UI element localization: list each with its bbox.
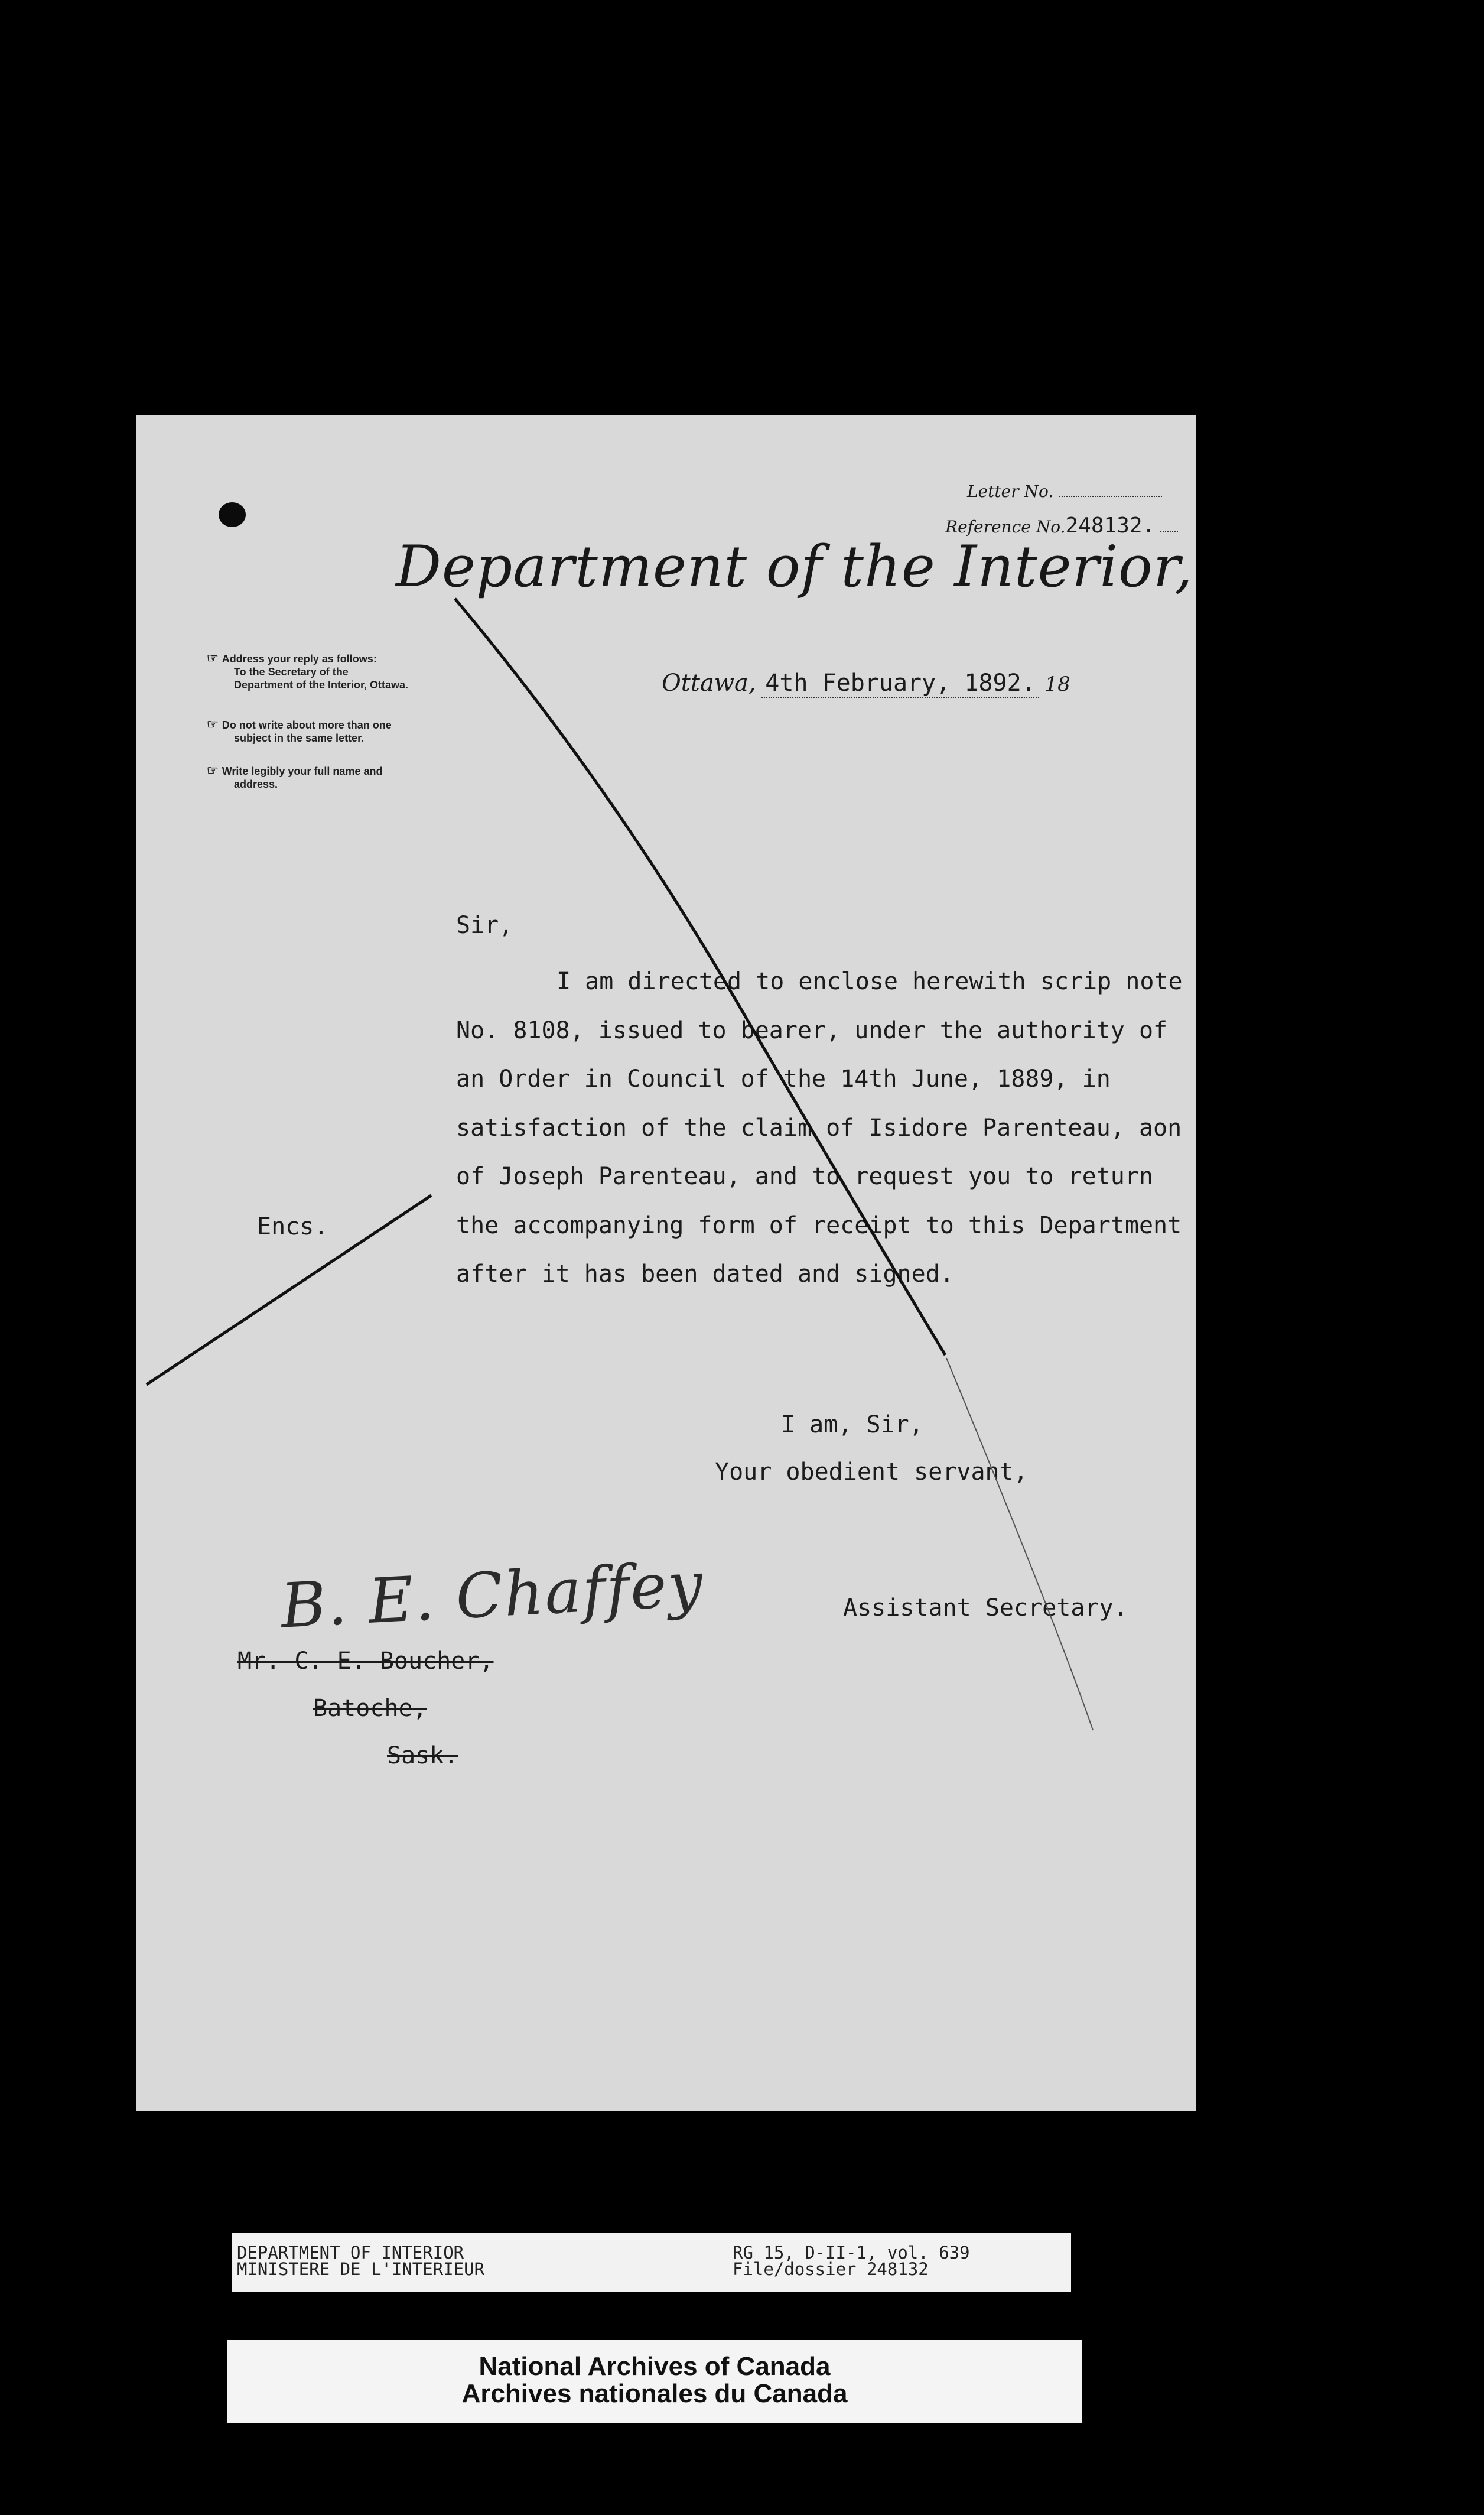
pointing-hand-icon: ☞ [207, 651, 219, 665]
reply-instruction-2: ☞ Do not write about more than one subject in the same letter. [207, 717, 392, 744]
letter-no-label: Letter No. [967, 482, 1054, 501]
letterhead-title: Department of the Interior, [396, 534, 1193, 600]
dateline-year-suffix: 18 [1044, 672, 1070, 696]
pointing-hand-icon: ☞ [207, 717, 219, 732]
diagonal-cancel-stroke-tail [946, 1358, 1093, 1730]
archive-department-fr: MINISTERE DE L'INTERIEUR [237, 2259, 485, 2279]
reply-instruction-1: ☞ Address your reply as follows: To the Secretary of the Department of the Interior, Ottawa. [207, 651, 409, 691]
body-line-5: of Joseph Parenteau, and to request you to return [456, 1163, 1154, 1190]
handwritten-signature: B. E. Chaffey [279, 1548, 706, 1642]
signatory-title: Assistant Secretary. [843, 1594, 1128, 1622]
archive-reference-label [232, 2233, 1071, 2292]
body-line-1: I am directed to enclose herewith scrip note [556, 968, 1183, 995]
body-line-3: an Order in Council of the 14th June, 1889, in [456, 1065, 1111, 1093]
banner-line-fr: Archives nationales du Canada [461, 2379, 848, 2408]
pointing-hand-icon: ☞ [207, 763, 219, 778]
addressee-name: Mr. C. E. Boucher, [237, 1648, 494, 1675]
banner-line-en: National Archives of Canada [479, 2352, 831, 2381]
diagonal-cancel-stroke [455, 599, 945, 1355]
body-line-6: the accompanying form of receipt to this Department [456, 1212, 1182, 1239]
archive-department-en: DEPARTMENT OF INTERIOR [237, 2243, 464, 2263]
reply-instruction-3: ☞ Write legibly your full name and address. [207, 763, 383, 790]
body-line-7: after it has been dated and signed. [456, 1260, 954, 1288]
letter-sheet [136, 415, 1196, 2111]
margin-cancel-stroke [147, 1195, 431, 1385]
addressee-place: Batoche, [313, 1695, 427, 1722]
dateline-date: 4th February, 1892. [761, 670, 1039, 698]
archive-file-number: File/dossier 248132 [733, 2259, 929, 2279]
reference-number: 248132. [1065, 514, 1156, 538]
enclosures-note: Encs. [257, 1213, 328, 1240]
reference-no-label: Reference No. [945, 517, 1066, 537]
salutation: Sir, [456, 912, 513, 939]
cancellation-strokes [136, 415, 1196, 2111]
archive-volume: RG 15, D-II-1, vol. 639 [733, 2243, 970, 2263]
national-archives-banner [227, 2340, 1082, 2423]
dateline-place: Ottawa, [662, 670, 756, 697]
body-line-4: satisfaction of the claim of Isidore Parenteau, aon [456, 1114, 1182, 1142]
closing-line-1: I am, Sir, [781, 1411, 923, 1438]
closing-line-2: Your obedient servant, [715, 1458, 1028, 1486]
addressee-province: Sask. [387, 1742, 458, 1769]
body-line-2: No. 8108, issued to bearer, under the authority of [456, 1017, 1168, 1044]
